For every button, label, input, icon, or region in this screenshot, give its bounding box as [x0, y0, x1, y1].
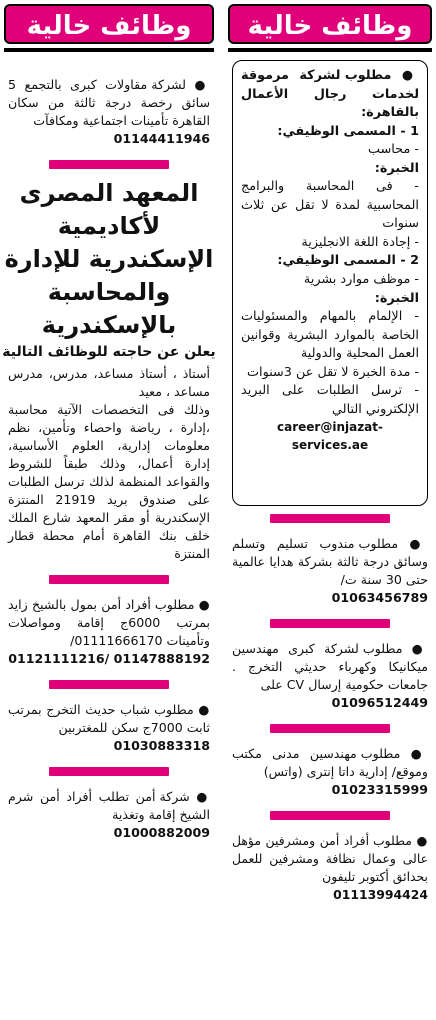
institute-details: وذلك فى التخصصات الآتية محاسبة ،إدارة ، رياضة واحصاء وتأمين، نظم معلومات إدارية، العلوم الأساسية، إدارة أعمال، وذلك طبقاً للشروط والقواعد المنظمة لذلك ترسل الطلبات على صندوق بريد 21919 المنتزة الإسكندرية أو مقر المعهد شارع الملك خلف بنك القاهرة أمام محطة قطار المنتزة [8, 401, 210, 561]
ad-phone: 01096512449 [331, 695, 428, 710]
separator [49, 160, 169, 169]
banner-rule [228, 48, 432, 52]
ad-phone: 01113994424 [333, 886, 428, 902]
ad-text: ● مطلوب لشركة كبرى مهندسين ميكانيكا وكهرباء حديثي التخرج . جامعات حكومية إرسال CV على [232, 640, 428, 694]
ad-civil-engineers [224, 741, 436, 803]
box-line: الخبرة: [374, 160, 419, 176]
left-column [0, 0, 218, 846]
institute-positions: أستاذ ، أستاذ مساعد، مدرس، مدرس مساعد ، معيد [8, 365, 210, 399]
ad-phone: 01023315999 [331, 782, 428, 797]
separator [49, 575, 169, 584]
separator [270, 514, 390, 523]
ad-phone: 01063456789 [331, 590, 428, 605]
ad-text: ● لشركة مقاولات كبرى بالتجمع 5 سائق رخصة درجة ثالثة من سكان القاهرة تأمينات اجتماعية ومكافآت [8, 76, 210, 130]
box-line: - ترسل الطلبات على البريد الإلكتروني التالي [241, 383, 419, 417]
box-line: - مدة الخبرة لا تقل عن 3سنوات [246, 364, 419, 380]
contact-email[interactable]: career@injazat-services.ae [277, 420, 383, 452]
separator [270, 811, 390, 820]
ad-text: ● مطلوب شباب حديث التخرج بمرتب ثابت 7000ج سكن للمغتربين [8, 701, 210, 737]
box-line: 1 - المسمى الوظيفي: [277, 123, 419, 139]
box-line: - الإلمام بالمهام والمسئوليات الخاصة بالموارد البشرية وقوانين العمل المحلية والدولية [241, 309, 419, 362]
box-line: الخبرة: [374, 290, 419, 306]
institute-title: المعهد المصرى لأكاديمية الإسكندرية للإدارة والمحاسبة بالإسكندرية [4, 179, 214, 340]
jobs-banner-right: وظائف خالية [228, 4, 432, 44]
ad-security-october [224, 828, 436, 908]
ad-delivery-driver [224, 531, 436, 611]
separator [49, 767, 169, 776]
ad-graduates [0, 697, 218, 759]
box-line: - إجادة اللغة الانجليزية [301, 234, 419, 250]
institute-ad [0, 177, 218, 567]
ad-phone: 01121111216/ 01147888192 [8, 650, 210, 666]
ad-text: ● شركة أمن تطلب أفراد أمن شرم الشيخ إقامة وتغذية [8, 788, 210, 824]
ad-contracting-driver [0, 72, 218, 152]
ad-security-mall [0, 592, 218, 672]
institute-body [0, 361, 218, 567]
ad-text: ● مطلوب أفراد أمن بمول بالشيخ زايد بمرتب 6000ج إقامة ومواصلات وتأمينات 01111666170/ [8, 596, 210, 650]
institute-subtitle: يعلن عن حاجته للوظائف التالية [2, 343, 216, 360]
ad-text: ● مطلوب مهندسين مدنى مكتب وموقع/ إدارية داتا إنترى (واتس) [232, 745, 428, 781]
box-line: - محاسب [368, 142, 419, 158]
ad-text: ● مطلوب مندوب تسليم وتسلم وسائق درجة ثالثة بشركة هدايا عالمية حتى 30 سنة ت/ [232, 535, 428, 589]
box-line: - موظف موارد بشرية [303, 272, 419, 288]
separator [49, 680, 169, 689]
ad-engineers-mech [224, 636, 436, 716]
separator [270, 619, 390, 628]
box-line: 2 - المسمى الوظيفي: [277, 253, 419, 269]
ad-text: ● مطلوب أفراد أمن ومشرفين مؤهل عالى وعمال نظافة ومشرفين للعمل بحدائق أكتوبر تليفون [232, 832, 428, 886]
separator [270, 724, 390, 733]
boxed-ad-injazat [232, 60, 428, 506]
right-column [224, 0, 436, 908]
ad-phone: 01144411946 [113, 131, 210, 146]
box-line: ● مطلوب لشركة مرموقة لخدمات رجال الأعمال بالقاهرة: [241, 67, 419, 123]
jobs-banner-left: وظائف خالية [4, 4, 214, 44]
ad-security-sharm [0, 784, 218, 846]
ad-phone: 01000882009 [113, 824, 210, 840]
box-line: - فى المحاسبة والبرامج المحاسبية لمدة لا تقل عن ثلاث سنوات [241, 179, 419, 232]
ad-phone: 01030883318 [113, 737, 210, 753]
banner-rule [4, 48, 214, 52]
